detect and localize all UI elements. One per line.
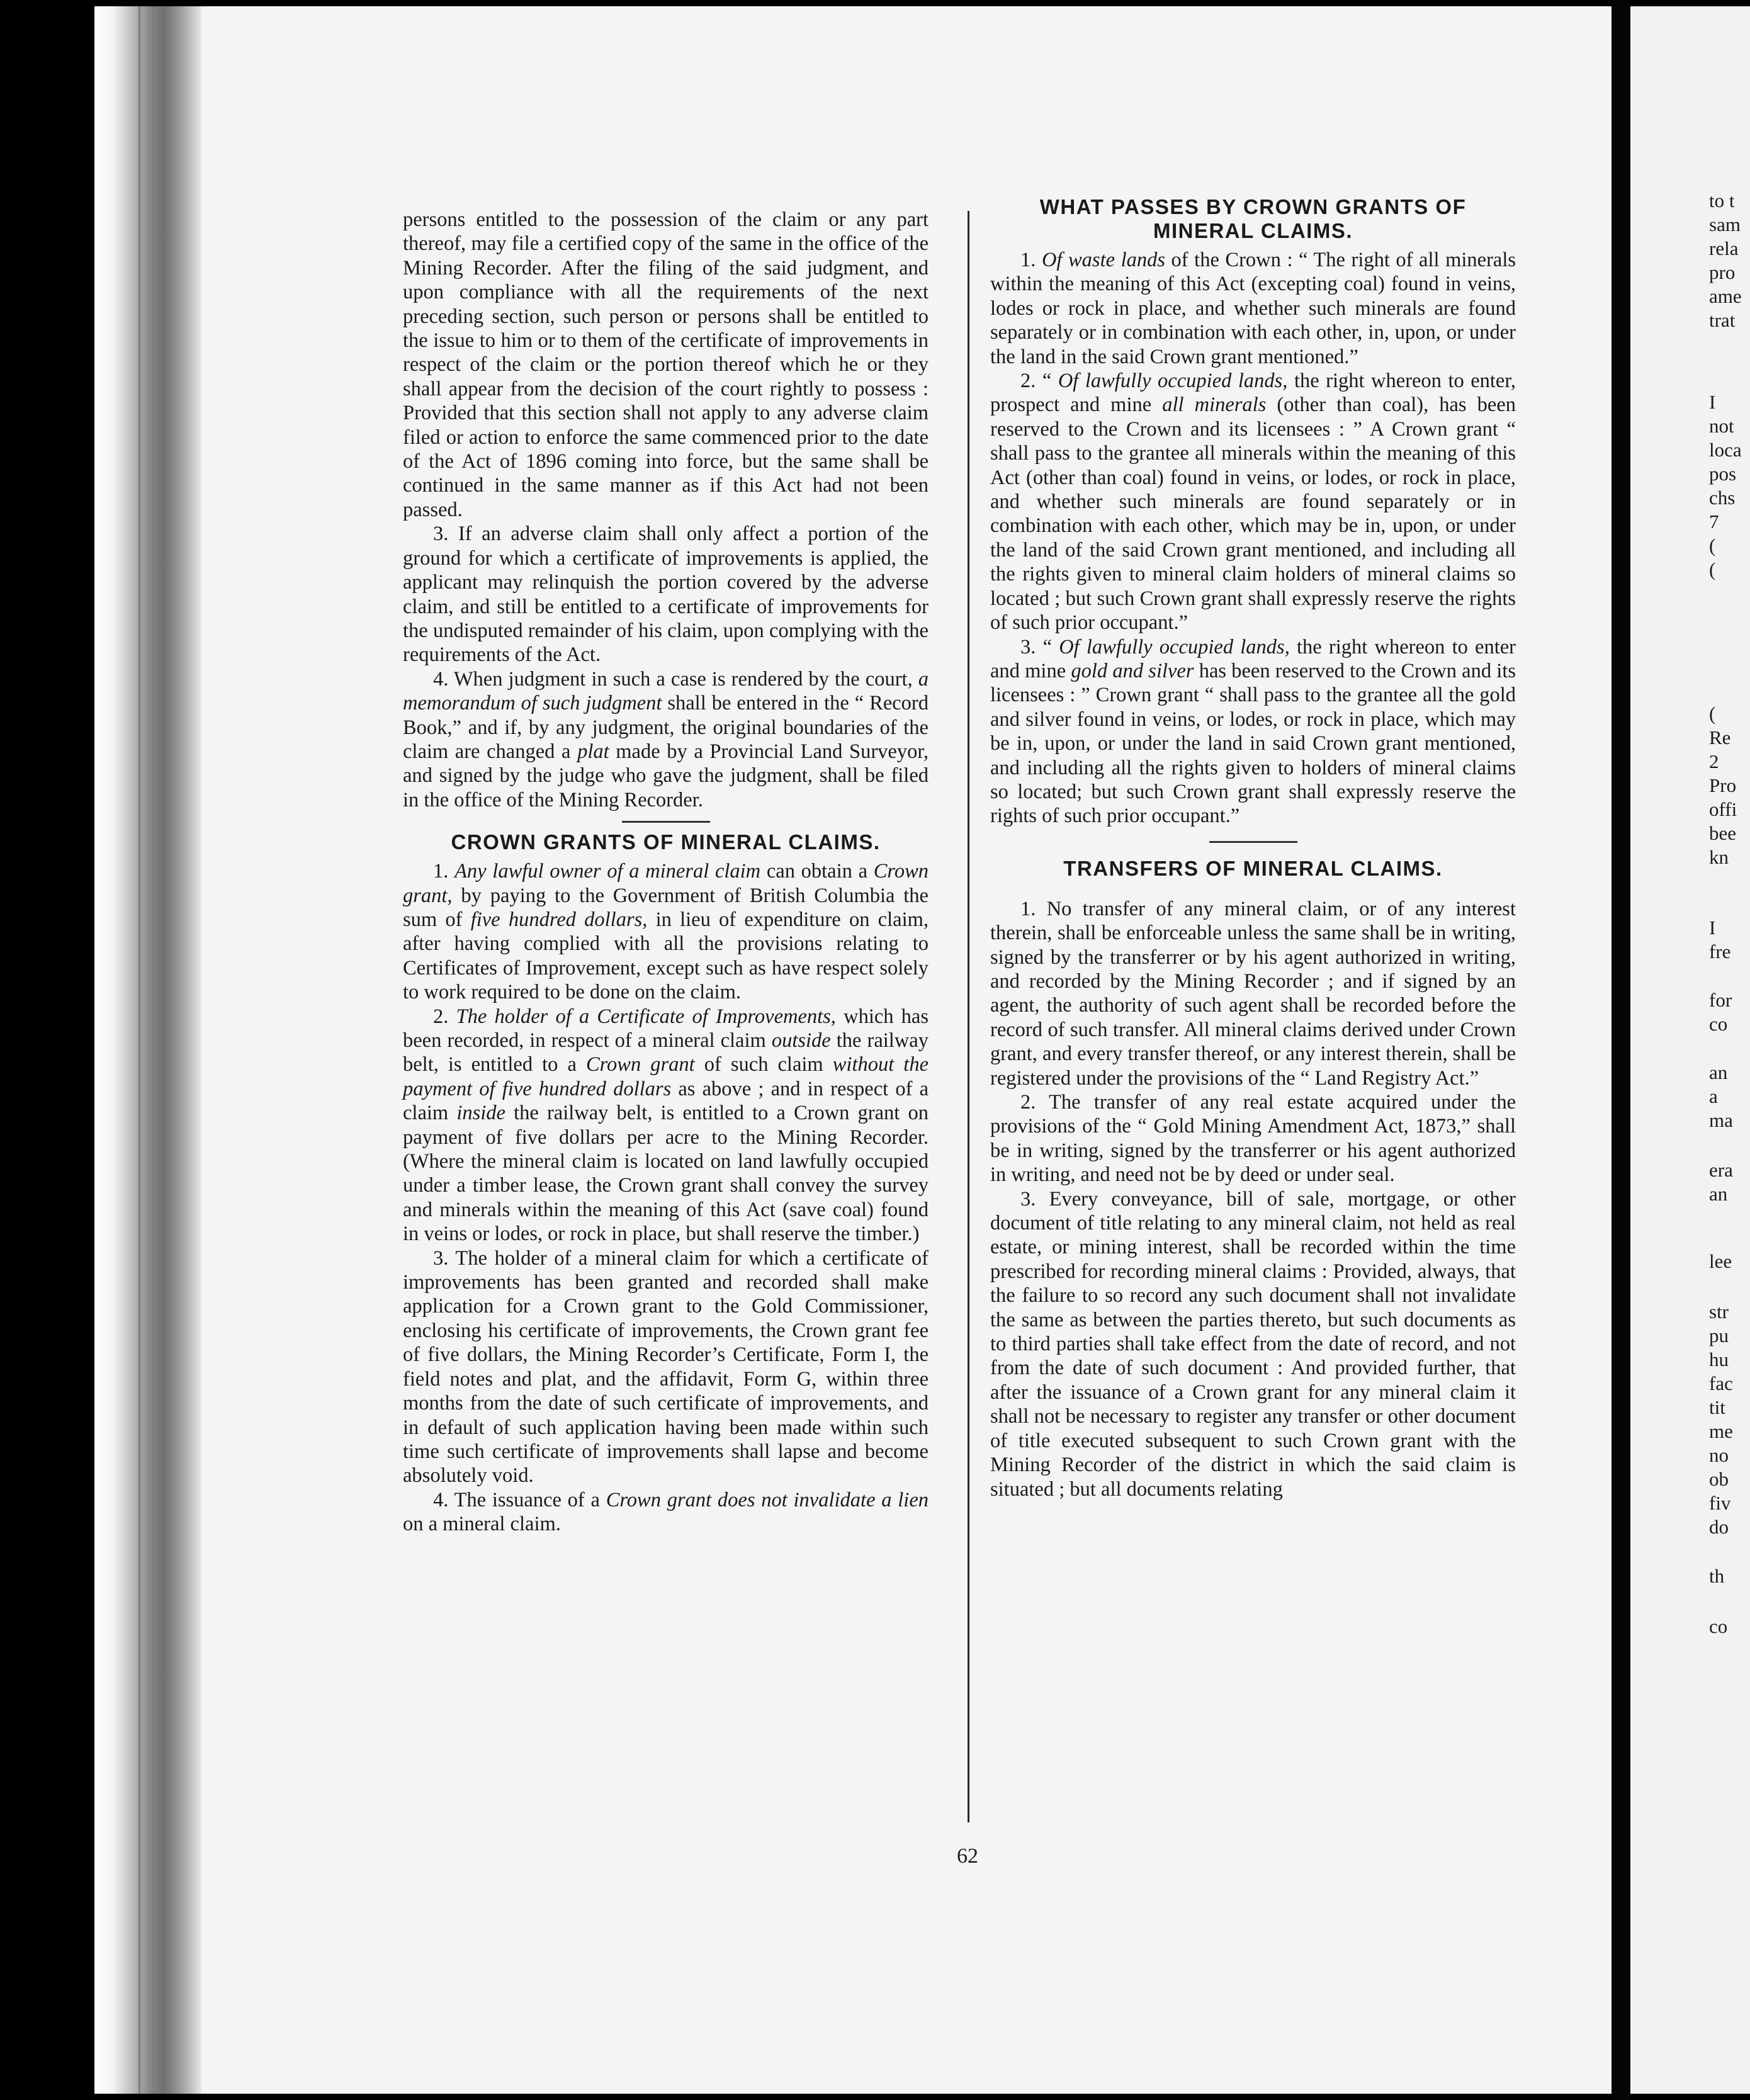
paragraph-tr3: 3. Every conveyance, bill of sale, mortgage, or other document of title relating to any mineral claim, not held as real estate, or mining interest, shall be recorded within the time prescribed for recording mineral claims : Provided, always, that the failure to so record any such document shall not invalidate the same as between the parties thereto, but such documents as to third parties shall take effect from the date of record, and not from the date of such document : And provided further, that after the issuance of a Crown grant for any mineral claim it shall not be necessary to register any transfer or other document of title executed subsequent to such Crown grant with the Mining Recorder of the district in which the said claim is situated ; but all documents relating	[990, 1187, 1516, 1501]
paragraph-cg1: 1. Any lawful owner of a mineral claim can obtain a Crown grant, by paying to the Government of British Columbia the sum of five hundred dollars, in lieu of expenditure on claim, after having complied with all the provisions relating to Certificates of Improvement, except such as have respect solely to work required to be done on the claim.	[403, 860, 929, 1004]
facing-page-fragment: I	[1709, 917, 1716, 939]
facing-page-fragment: 7	[1709, 511, 1719, 533]
facing-page-fragment: no	[1709, 1444, 1729, 1466]
paragraph-cg3: 3. The holder of a mineral claim for which a certificate of improvements has been granted and recorded shall make application for a Crown grant to the Gold Commissioner, enclosing his certificate of improvements, the Crown grant fee of five dollars, the Mining Recorder’s Certificate, Form I, the field notes and plat, and the affidavit, Form G, within three months from the date of such certificate of improvements, and in default of such application having been made within such time such certificate of improvements shall lapse and become absolutely void.	[403, 1246, 929, 1488]
paragraph-wp1: 1. Of waste lands of the Crown : “ The right of all minerals within the meaning of this Act (excepting coal) found in veins, lodes or rock in place, and whether such minerals are found separately or in combination with each other, in, upon, or under the land in the said Crown grant mentioned.”	[990, 249, 1516, 368]
paragraph-tr2: 2. The transfer of any real estate acquired under the provisions of the “ Gold Mining Amendment Act, 1873,” shall be in writing, signed by the transferrer or his agent authorized in writing, and need not be by deed or under seal.	[990, 1091, 1516, 1187]
facing-page-fragment: (	[1709, 534, 1716, 556]
transfers-heading: TRANSFERS OF MINERAL CLAIMS.	[1063, 856, 1443, 880]
facing-page-fragment: an	[1709, 1183, 1728, 1205]
facing-page-fragment: era	[1709, 1159, 1733, 1181]
facing-page-fragment: pro	[1709, 261, 1736, 283]
facing-page-fragment: rela	[1709, 237, 1739, 259]
left-column-paragraphs	[403, 208, 929, 812]
facing-page-fragment: (	[1709, 703, 1716, 725]
facing-page-fragment: a	[1709, 1085, 1718, 1107]
facing-page-fragment: co	[1709, 1013, 1728, 1035]
facing-page-fragment: hu	[1709, 1348, 1729, 1370]
facing-page-fragment: sam	[1709, 213, 1741, 235]
what-passes-heading-line1: WHAT PASSES BY CROWN GRANTS OF	[1039, 195, 1467, 218]
paragraph-cont: persons entitled to the possession of the claim or any part thereof, may file a certified copy of the same in the office of the Mining Recorder. After the filing of the said judgment, and upon compliance with all the requirements of the next preceding section, such person or persons shall be entitled to the issue to him or to them of the certificate of improvements in respect of the claim or the portion thereof which he or they shall appear from the decision of the court rightly to possess : Provided that this section shall not apply to any adverse claim filed or action to enforce the same commenced prior to the date of the Act of 1896 coming into force, but the same shall be continued in the same manner as if this Act had not been passed.	[403, 208, 929, 521]
facing-page-fragment: for	[1709, 989, 1732, 1011]
facing-page-fragment: an	[1709, 1061, 1728, 1083]
facing-page-fragment: Pro	[1709, 774, 1737, 796]
facing-page-fragment: fiv	[1709, 1492, 1731, 1514]
facing-page-fragment: pos	[1709, 463, 1737, 485]
what-passes-heading	[990, 195, 1516, 243]
facing-page-fragment: (	[1709, 558, 1716, 580]
facing-page-fragment: offi	[1709, 798, 1737, 820]
crown-grants-paragraphs	[403, 859, 929, 1536]
facing-page-fragment: I	[1709, 391, 1716, 413]
facing-page-fragment: ame	[1709, 285, 1742, 307]
paragraph-p3: 3. If an adverse claim shall only affect a portion of the ground for which a certificate of improvements is applied, the applicant may relinquish the portion covered by the adverse claim, and still be entitled to a certificate of improvements for the undisputed remainder of his claim, upon complying with the requirements of the Act.	[403, 522, 929, 667]
facing-page-fragment: me	[1709, 1420, 1733, 1442]
facing-page-fragment: kn	[1709, 846, 1729, 868]
book-page-edges	[94, 6, 201, 2094]
facing-page-fragment: ma	[1709, 1109, 1733, 1131]
paragraph-tr1: 1. No transfer of any mineral claim, or of any interest therein, shall be enforceable unless the same shall be in writing, signed by the transferrer or by his agent authorized in writing, and recorded by the Mining Recorder ; and if signed by an agent, the authority of such agent shall be recorded before the record of such transfer. All mineral claims derived under Crown grant, and every transfer thereof, or any interest therein, shall be registered under the provisions of the “ Land Registry Act.”	[990, 897, 1516, 1090]
facing-page-fragment: Re	[1709, 726, 1731, 748]
paragraph-wp3: 3. “ Of lawfully occupied lands, the right whereon to enter and mine gold and silver has been reserved to the Crown and its licensees : ” Crown grant “ shall pass to the grantee all the gold and silver found in veins, or lodes, or rock in place, which may be in, upon, or under the land in said Crown grant mentioned, and including all the rights given to holders of mineral claims so located; but such Crown grant shall expressly reserve the rights of such prior occupant.”	[990, 635, 1516, 828]
section-divider	[622, 821, 710, 823]
facing-page-fragment: to t	[1709, 189, 1735, 212]
facing-page-fragment: do	[1709, 1516, 1729, 1538]
facing-page-fragment: 2	[1709, 750, 1719, 772]
facing-page-fragment: ob	[1709, 1468, 1729, 1490]
facing-page-fragment: fre	[1709, 940, 1731, 962]
facing-page-fragment: co	[1709, 1615, 1728, 1637]
transfers-paragraphs	[990, 897, 1516, 1501]
facing-page-fragment: loca	[1709, 439, 1742, 461]
paragraph-wp2: 2. “ Of lawfully occupied lands, the right whereon to enter, prospect and mine all minerals (other than coal), has been reserved to the Crown and its licensees : ” A Crown grant “ shall pass to the grantee all minerals within the meaning of this Act (other than coal) found in veins, or lodes, or rock in place, and whether such minerals are found separately or in combination with each other, which may be in, upon, or under the land of the said Crown grant mentioned, and including all the rights given to mineral claim holders of mineral claims so located ; but such Crown grant shall expressly reserve the rights of such prior occupant.”	[990, 370, 1516, 635]
column-divider	[968, 211, 969, 1822]
paragraph-cg2: 2. The holder of a Certificate of Improvements, which has been recorded, in respect of a mineral claim outside the railway belt, is entitled to a Crown grant of such claim without the payment of five hundred dollars as above ; and in respect of a claim inside the railway belt, is entitled to a Crown grant on payment of five dollars per acre to the Mining Recorder. (Where the mineral claim is located on land lawfully occupied under a timber lease, the Crown grant shall convey the survey and minerals within the meaning of this Act (save coal) found in veins or lodes, or rock in place, but shall reserve the timber.)	[403, 1005, 929, 1246]
facing-page-fragment: trat	[1709, 309, 1736, 331]
paragraph-p4: 4. When judgment in such a case is rendered by the court, a memorandum of such judgment shall be entered in the “ Record Book,” and if, by any judgment, the original boundaries of the claim are changed a plat made by a Provincial Land Surveyor, and signed by the judge who gave the judgment, shall be filed in the office of the Mining Recorder.	[403, 667, 929, 811]
what-passes-paragraphs	[990, 248, 1516, 828]
facing-page-fragment: fac	[1709, 1372, 1733, 1394]
facing-page-fragment: th	[1709, 1565, 1725, 1587]
facing-page-fragment: bee	[1709, 822, 1737, 844]
facing-page-fragment: chs	[1709, 487, 1736, 509]
crown-grants-heading: CROWN GRANTS OF MINERAL CLAIMS.	[451, 830, 881, 854]
facing-page-fragment: str	[1709, 1301, 1729, 1323]
facing-page-fragment: tit	[1709, 1396, 1725, 1418]
paragraph-cg4: 4. The issuance of a Crown grant does not invalidate a lien on a mineral claim.	[403, 1488, 929, 1536]
facing-page-fragment: lee	[1709, 1250, 1732, 1272]
right-column	[990, 195, 1516, 1501]
what-passes-heading-line2: MINERAL CLAIMS.	[1153, 219, 1353, 242]
facing-page-fragment: pu	[1709, 1324, 1729, 1346]
facing-page-fragment: not	[1709, 415, 1734, 437]
section-divider	[1209, 841, 1297, 843]
page-number: 62	[957, 1844, 978, 1868]
left-column	[403, 208, 929, 1537]
page-gutter	[1612, 0, 1630, 2100]
